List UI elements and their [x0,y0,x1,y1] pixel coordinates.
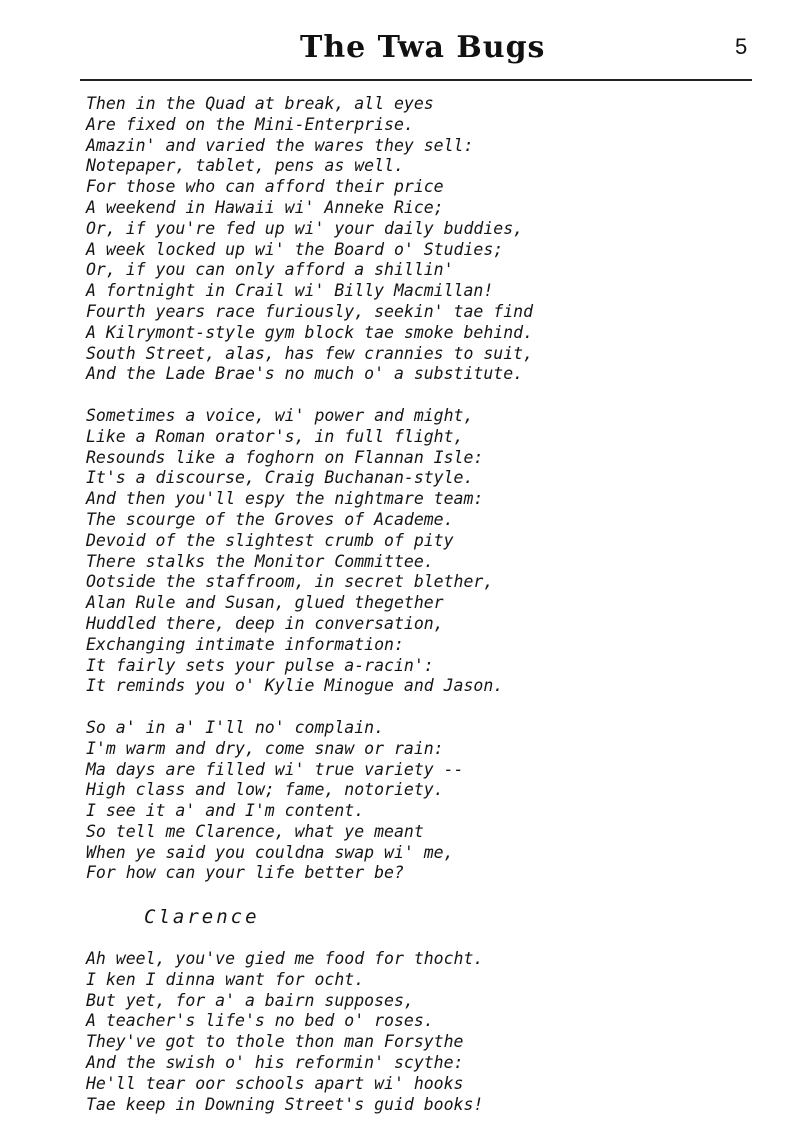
poem-line: For those who can afford their price [86,177,444,197]
stanza-1 [86,94,726,385]
stanza-3 [86,718,726,884]
poem-line: It reminds you o' Kylie Minogue and Jason. [86,676,504,696]
poem-line: So tell me Clarence, what ye meant [86,821,424,841]
poem-line: Ah weel, you've gied me food for thocht. [86,949,484,969]
poem-line: A weekend in Hawaii wi' Anneke Rice; [86,197,444,217]
page-header [0,0,800,90]
speaker-heading: Clarence [144,906,260,929]
poem-line: And the swish o' his reformin' scythe: [86,1053,464,1073]
poem-line: And then you'll espy the nightmare team: [86,489,484,509]
poem-line: Huddled there, deep in conversation, [86,613,444,633]
poem-line: I see it a' and I'm content. [86,801,365,821]
poem-line: But yet, for a' a bairn supposes, [86,990,414,1010]
poem-line: I ken I dinna want for ocht. [86,969,365,989]
poem-line: A teacher's life's no bed o' roses. [86,1011,434,1031]
poem-line: Alan Rule and Susan, glued thegether [86,593,444,613]
masthead-title: The Twa Bugs [300,30,546,65]
poem-line: He'll tear oor schools apart wi' hooks [86,1073,464,1093]
poem-line: Exchanging intimate information: [86,634,404,654]
stanza-closing [86,949,726,1115]
poem-line: And the Lade Brae's no much o' a substitute. [86,364,524,384]
poem-line: There stalks the Monitor Committee. [86,551,434,571]
poem-line: A Kilrymont-style gym block tae smoke behind. [86,322,534,342]
poem-line: Or, if you can only afford a shillin' [86,260,454,280]
poem-line: A week locked up wi' the Board o' Studies; [86,239,504,259]
poem-line: They've got to thole thon man Forsythe [86,1032,464,1052]
poem-line: The scourge of the Groves of Academe. [86,509,454,529]
poem-line: Devoid of the slightest crumb of pity [86,530,454,550]
poem-line: High class and low; fame, notoriety. [86,780,444,800]
poem-body [86,94,726,1136]
poem-line: Or, if you're fed up wi' your daily buddies, [86,218,524,238]
poem-line: A fortnight in Crail wi' Billy Macmillan! [86,281,494,301]
poem-line: Sometimes a voice, wi' power and might, [86,405,474,425]
poem-line: South Street, alas, has few crannies to suit, [86,343,534,363]
poem-line: Are fixed on the Mini-Enterprise. [86,114,414,134]
poem-line: Fourth years race furiously, seekin' tae find [86,301,534,321]
poem-line: So a' in a' I'll no' complain. [86,717,385,737]
poem-line: Amazin' and varied the wares they sell: [86,135,474,155]
poem-line: It fairly sets your pulse a-racin': [86,655,434,675]
poem-line: Resounds like a foghorn on Flannan Isle: [86,447,484,467]
poem-line: Then in the Quad at break, all eyes [86,94,434,113]
poem-line: For how can your life better be? [86,863,404,883]
poem-line: It's a discourse, Craig Buchanan-style. [86,468,474,488]
poem-line: Ma days are filled wi' true variety -- [86,759,464,779]
poem-line: Like a Roman orator's, in full flight, [86,426,464,446]
poem-line: Ootside the staffroom, in secret blether, [86,572,494,592]
poem-line: Notepaper, tablet, pens as well. [86,156,404,176]
poem-line: I'm warm and dry, come snaw or rain: [86,738,444,758]
stanza-2 [86,406,726,697]
poem-line: When ye said you couldna swap wi' me, [86,842,454,862]
page-number: 5 [735,34,748,59]
header-rule [80,79,752,81]
poem-line: Tae keep in Downing Street's guid books! [86,1094,484,1114]
